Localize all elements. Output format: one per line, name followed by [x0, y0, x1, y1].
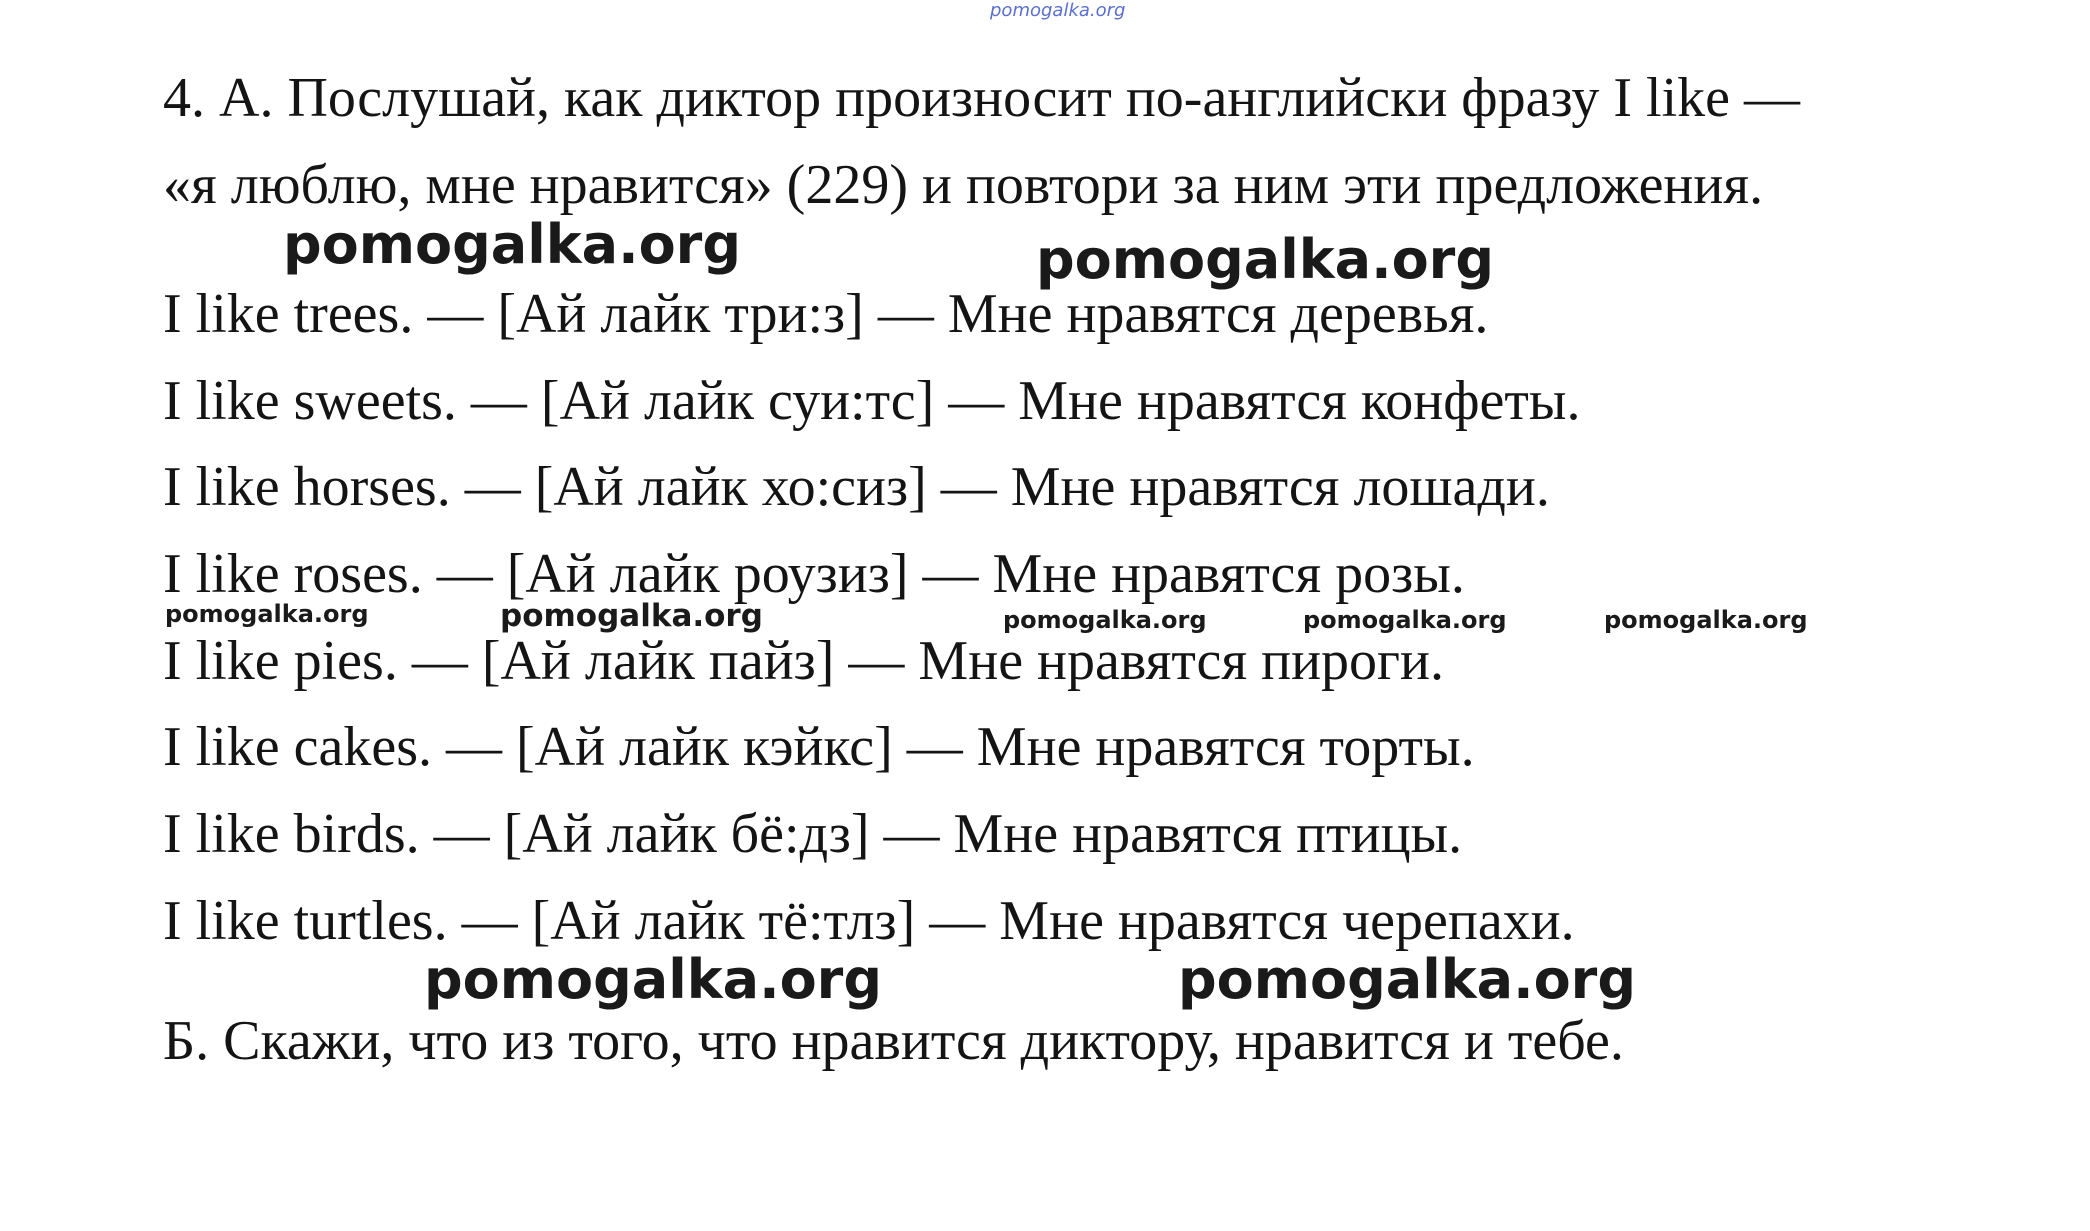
watermark: pomogalka.org	[1178, 948, 1636, 1011]
task-heading-line-2: «я люблю, мне нравится» (229) и повтори за ним эти предложения.	[163, 154, 1764, 216]
watermark: pomogalka.org	[424, 948, 882, 1011]
watermark: pomogalka.org	[1303, 606, 1507, 634]
watermark-top: pomogalka.org	[990, 0, 1126, 21]
watermark: pomogalka.org	[165, 600, 369, 628]
sentence-line: I like horses. — [Ай лайк хо:сиз] — Мне нравятся лошади.	[163, 456, 1550, 518]
sentence-line: I like cakes. — [Ай лайк кэйкс] — Мне нравятся торты.	[163, 716, 1475, 778]
sentence-line: I like pies. — [Ай лайк пайз] — Мне нравятся пироги.	[163, 630, 1444, 692]
watermark: pomogalka.org	[1003, 606, 1207, 634]
watermark: pomogalka.org	[1036, 228, 1494, 291]
sentence-line: I like sweets. — [Ай лайк суи:тс] — Мне нравятся конфеты.	[163, 370, 1581, 432]
sentence-line: I like roses. — [Ай лайк роузиз] — Мне нравятся розы.	[163, 543, 1465, 605]
watermark: pomogalka.org	[283, 213, 741, 276]
task-heading-line-1: 4. А. Послушай, как диктор произносит по-английски фразу I like —	[163, 67, 1801, 129]
part-b-instruction: Б. Скажи, что из того, что нравится диктору, нравится и тебе.	[163, 1010, 1624, 1072]
watermark: pomogalka.org	[500, 598, 763, 634]
sentence-line: I like turtles. — [Ай лайк тё:тлз] — Мне нравятся черепахи.	[163, 890, 1575, 952]
sentence-line: I like birds. — [Ай лайк бё:дз] — Мне нравятся птицы.	[163, 803, 1463, 865]
sentence-line: I like trees. — [Ай лайк три:з] — Мне нравятся деревья.	[163, 283, 1489, 345]
watermark: pomogalka.org	[1604, 606, 1808, 634]
